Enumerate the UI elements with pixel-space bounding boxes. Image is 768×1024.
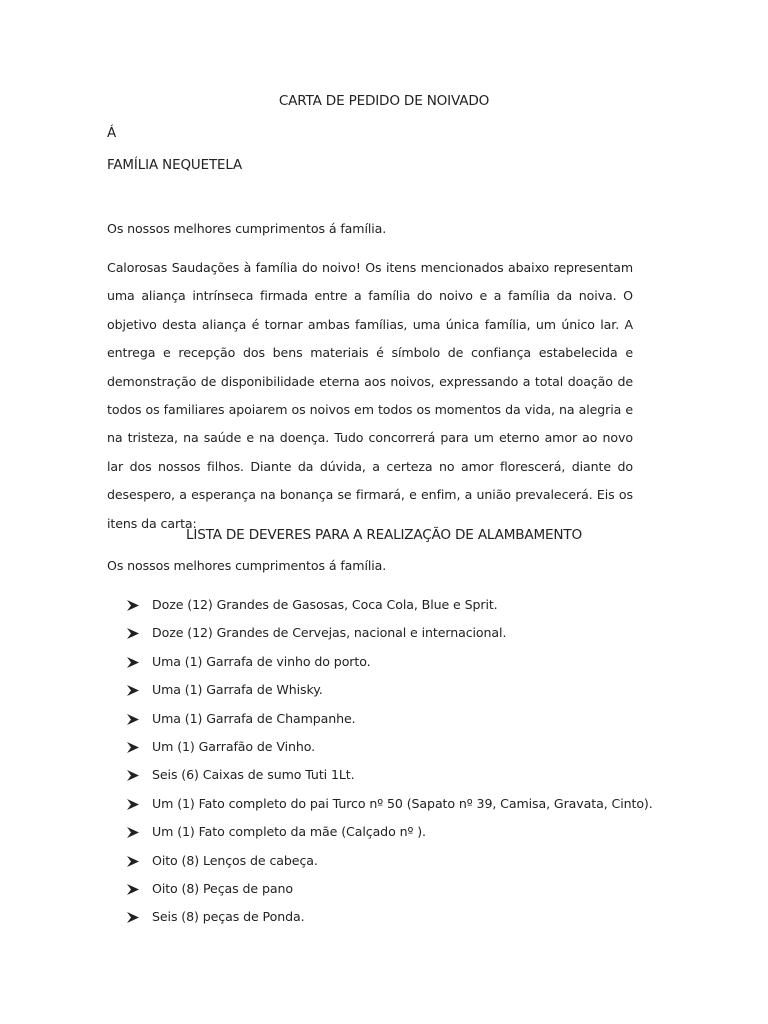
list-item-text: Um (1) Fato completo do pai Turco nº 50 (Sapato nº 39, Camisa, Gravata, Cinto). — [152, 795, 653, 811]
list-item — [127, 847, 653, 875]
list-item-text: Uma (1) Garrafa de Whisky. — [152, 682, 323, 698]
body-paragraph: Calorosas Saudações à família do noivo! Os itens mencionados abaixo representam uma aliança intrínseca firmada entre a família do noivo e a família da noiva. O objetivo desta aliança é tornar ambas famílias, uma única família, um único lar. A entrega e recepção dos bens materiais é símbolo de confiança estabelecida e demonstração de disponibilidade eterna aos noivos, expressando a total doação de todos os familiares apoiarem os noivos em todos os momentos da vida, na alegria e na tristeza, na saúde e na doença. Tudo concorrerá para um eterno amor ao novo lar dos nossos filhos. Diante da dúvida, a certeza no amor florescerá, diante do desespero, a esperança na bonança se firmará, e enfim, a união prevalecerá. Eis os itens da carta: — [107, 260, 633, 531]
list-item-text: Seis (6) Caixas de sumo Tuti 1Lt. — [152, 767, 355, 783]
arrowhead-bullet-icon — [127, 619, 141, 647]
arrowhead-bullet-icon — [127, 705, 141, 733]
document-title: CARTA DE PEDIDO DE NOIVADO — [278, 93, 490, 109]
addressee-name: FAMÍLIA NEQUETELA — [107, 158, 243, 173]
list-item-text: Doze (12) Grandes de Gasosas, Coca Cola, Blue e Sprit. — [152, 597, 498, 612]
list-item-text: Oito (8) Peças de pano — [152, 880, 293, 896]
list-item — [127, 818, 653, 846]
arrowhead-bullet-icon — [127, 676, 141, 704]
list-item-text: Oito (8) Lenços de cabeça. — [152, 852, 318, 868]
list-item — [127, 790, 653, 818]
list-item-text: Uma (1) Garrafa de Champanhe. — [152, 710, 356, 726]
arrowhead-bullet-icon — [127, 903, 141, 931]
arrowhead-bullet-icon — [127, 648, 141, 676]
list-item — [127, 591, 653, 619]
arrowhead-bullet-icon — [127, 847, 141, 875]
arrowhead-bullet-icon — [127, 875, 141, 903]
list-item-text: Uma (1) Garrafa de vinho do porto. — [152, 653, 371, 669]
list-item-text: Um (1) Fato completo da mãe (Calçado nº ). — [152, 824, 426, 840]
arrowhead-bullet-icon — [127, 790, 141, 818]
arrowhead-bullet-icon — [127, 761, 141, 789]
list-item — [127, 619, 653, 647]
list-item-text: Doze (12) Grandes de Cervejas, nacional e internacional. — [152, 625, 507, 641]
list-item-text: Um (1) Garrafão de Vinho. — [152, 738, 316, 754]
list-greeting: Os nossos melhores cumprimentos á família. — [107, 558, 387, 573]
arrowhead-bullet-icon — [127, 733, 141, 761]
addressee-prefix: Á — [107, 126, 117, 141]
greeting-text: Os nossos melhores cumprimentos á família. — [107, 221, 387, 236]
list-item — [127, 676, 653, 704]
list-heading: LISTA DE DEVERES PARA A REALIZAÇÃO DE ALAMBAMENTO — [186, 527, 582, 543]
arrowhead-bullet-icon — [127, 818, 141, 846]
list-item — [127, 705, 653, 733]
list-item — [127, 875, 653, 903]
list-item — [127, 648, 653, 676]
arrowhead-bullet-icon — [127, 591, 141, 619]
list-item-text: Seis (8) peças de Ponda. — [152, 909, 305, 925]
list-item — [127, 733, 653, 761]
list-item — [127, 761, 653, 789]
list-item — [127, 903, 653, 931]
items-list — [127, 591, 653, 932]
